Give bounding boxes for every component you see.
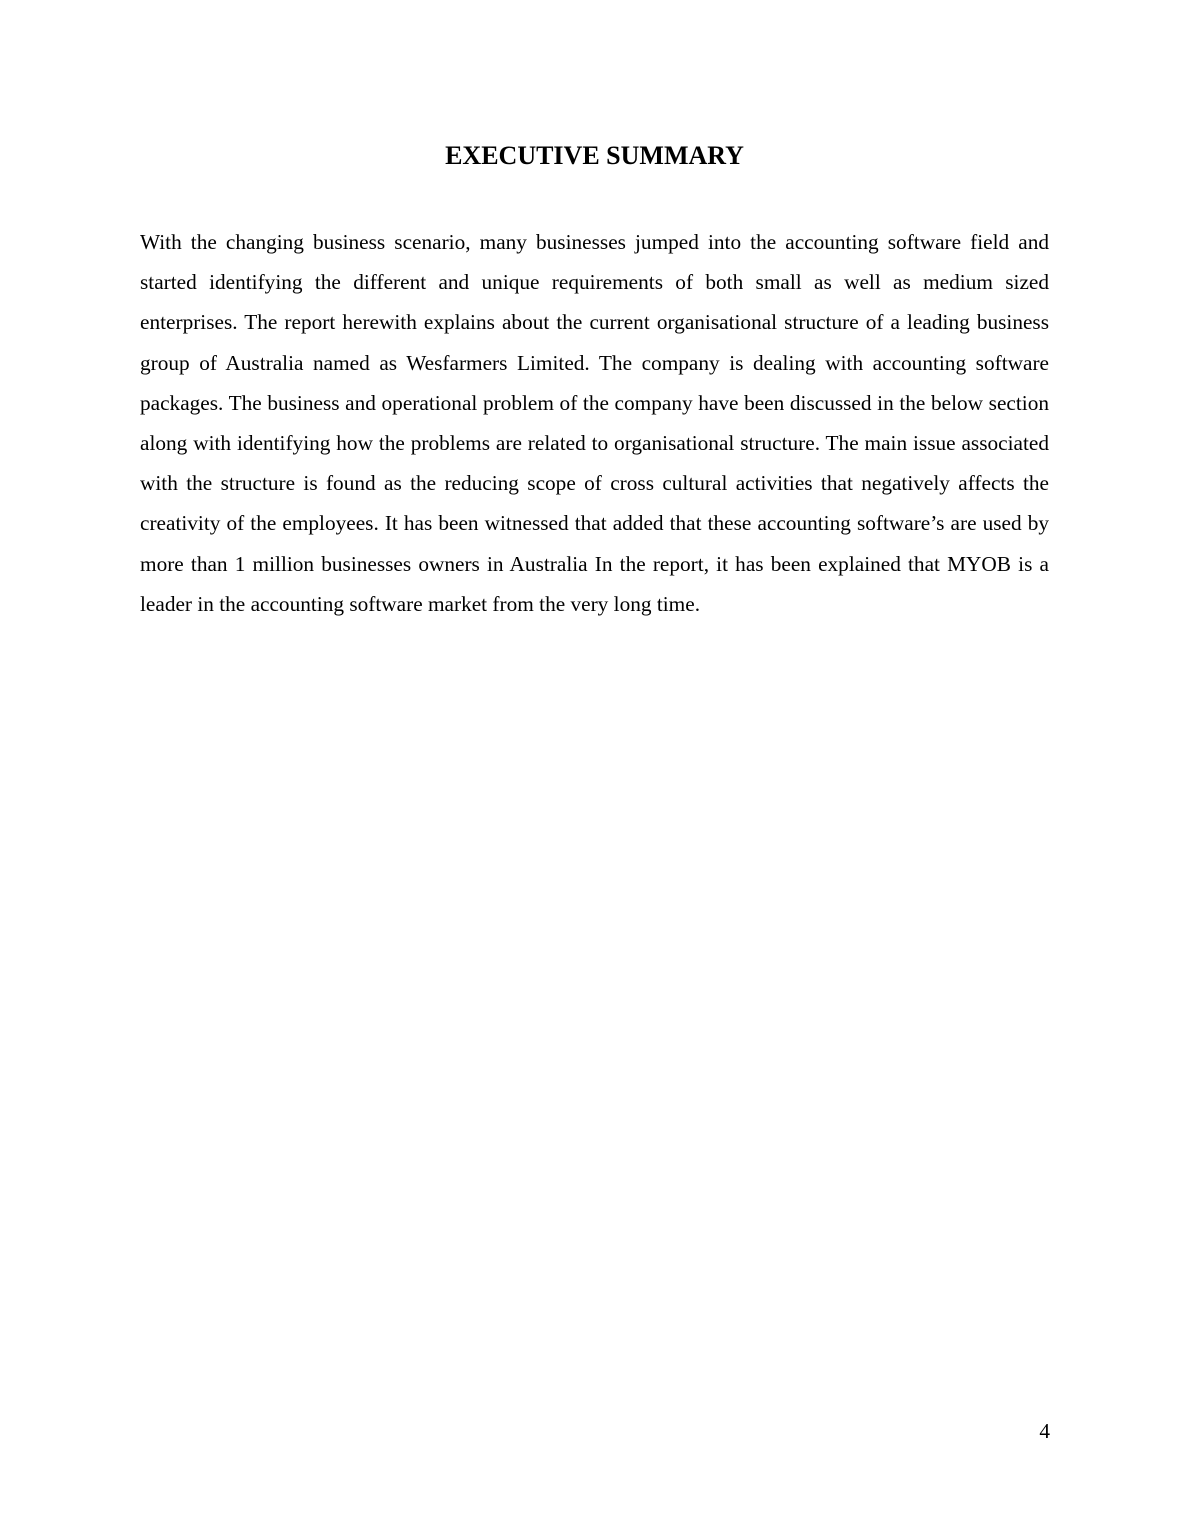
page-title: EXECUTIVE SUMMARY <box>445 141 744 170</box>
summary-paragraph: With the changing business scenario, many businesses jumped into the accounting software field and started identifying the different and unique requirements of both small as well as medium sized enterprises. The report herewith explains about the current organisational structure of a leading business group of Australia named as Wesfarmers Limited. The company is dealing with accounting software packages. The business and operational problem of the company have been discussed in the below section along with identifying how the problems are related to organisational structure. The main issue associated with the structure is found as the reducing scope of cross cultural activities that negatively affects the creativity of the employees. It has been witnessed that added that these accounting software’s are used by more than 1 million businesses owners in Australia In the report, it has been explained that MYOB is a leader in the accounting software market from the very long time. <box>140 230 1049 616</box>
page-number: 4 <box>1039 1419 1050 1443</box>
